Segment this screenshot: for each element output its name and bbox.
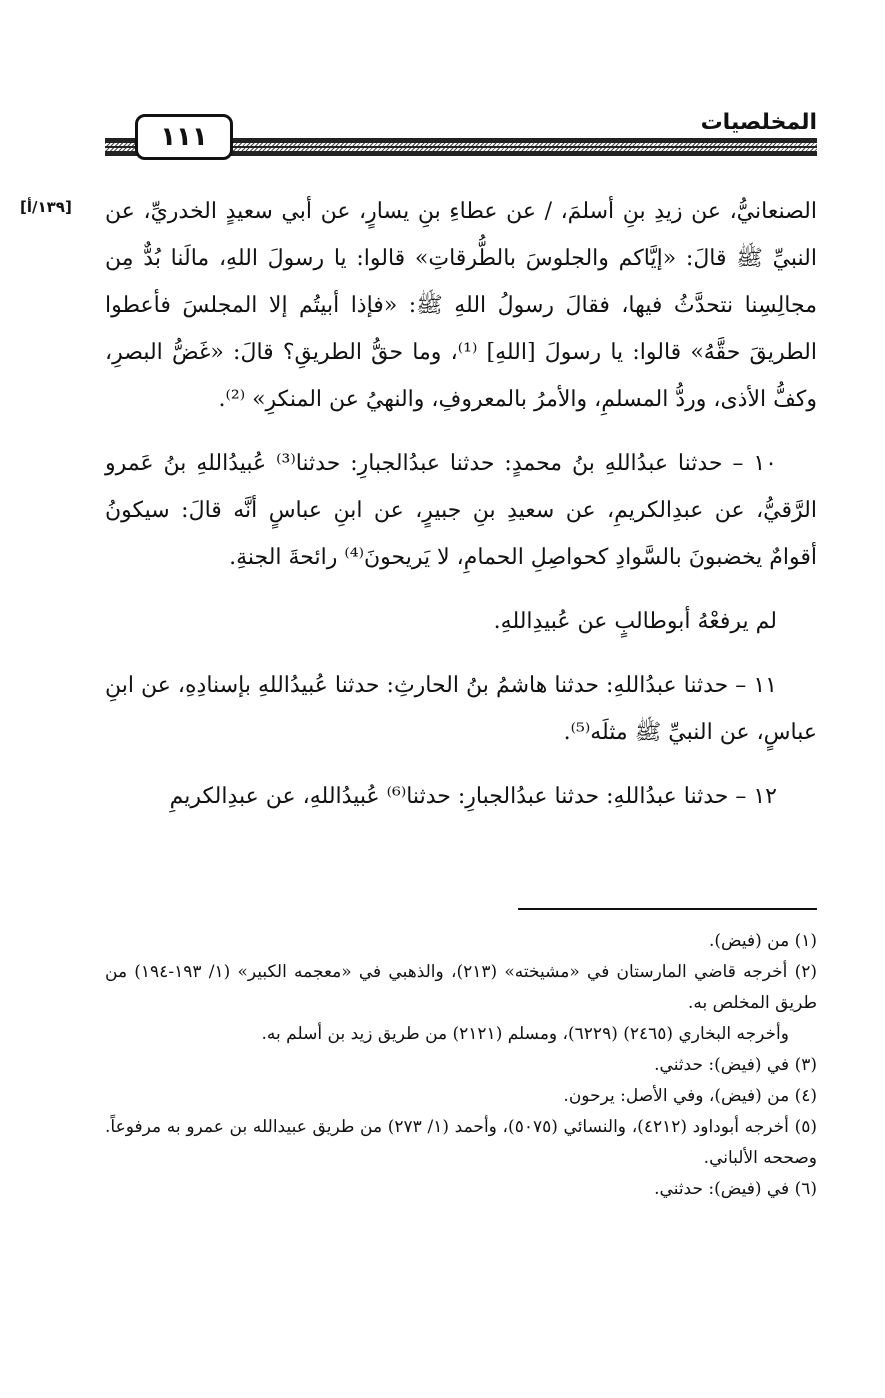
page-header xyxy=(105,108,817,158)
footnote-6: (٦) في (فيض): حدثني. xyxy=(654,1179,817,1199)
footnote-2: (٢) أخرجه قاضي المارستان في «مشيخته» (٢١٣)، والذهبي في «معجمه الكبير» (١/ ١٩٣-١٩٤) من طريق المخلص به. xyxy=(105,962,817,1013)
footnote-4: (٤) من (فيض)، وفي الأصل: يرحون. xyxy=(563,1086,817,1106)
main-text xyxy=(105,188,817,837)
footnote-2-cont: وأخرجه البخاري (٢٤٦٥) (٦٢٢٩)، ومسلم (٢١٢١) من طريق زيد بن أسلم به. xyxy=(261,1024,789,1044)
footnote-1: (١) من (فيض). xyxy=(708,931,817,951)
paragraph-hadith-10: ١٠ – حدثنا عبدُاللهِ بنُ محمدٍ: حدثنا عبدُالجبارِ: حدثنا⁽³⁾ عُبيدُاللهِ بنُ عَمرو الرَّقيُّ، عن عبدِالكريمِ، عن سعيدِ بنِ جبيرٍ، عن ابنِ عباسٍ أنَّه قالَ: سيكونُ أقوامٌ يخضبونَ بالسَّوادِ كحواصِلِ الحمامِ، لا يَريحونَ⁽⁴⁾ رائحةَ الجنةِ. xyxy=(105,451,817,570)
page-number: ١١١ xyxy=(135,114,233,160)
paragraph-hadith-9: الصنعانيُّ، عن زيدِ بنِ أسلمَ، / عن عطاءِ بنِ يسارٍ، عن أبي سعيدٍ الخدريِّ، عن النبيِّ ﷺ قالَ: «إيَّاكم والجلوسَ بالطُّرقاتِ» قالوا: يا رسولَ اللهِ، مالَنا بُدٌّ مِن مجالِسِنا نتحدَّثُ فيها، فقالَ رسولُ اللهِ ﷺ: «فإذا أبيتُم إلا المجلسَ فأعطوا الطريقَ حقَّهُ» قالوا: يا رسولَ [اللهِ] ⁽¹⁾، وما حقُّ الطريقِ؟ قالَ: «غَضُّ البصرِ، وكفُّ الأذى، وردُّ المسلمِ، والأمرُ بالمعروفِ، والنهيُ عن المنكرِ» ⁽²⁾. xyxy=(105,199,817,412)
footnote-3: (٣) في (فيض): حدثني. xyxy=(654,1055,817,1075)
paragraph-hadith-11: ١١ – حدثنا عبدُاللهِ: حدثنا هاشمُ بنُ الحارثِ: حدثنا عُبيدُاللهِ بإسنادِهِ، عن ابنِ عباسٍ، عن النبيِّ ﷺ مثلَه⁽⁵⁾. xyxy=(105,673,817,745)
paragraph-hadith-12: ١٢ – حدثنا عبدُاللهِ: حدثنا عبدُالجبارِ: حدثنا⁽⁶⁾ عُبيدُاللهِ، عن عبدِالكريمِ xyxy=(169,784,777,809)
footnote-5: (٥) أخرجه أبوداود (٤٢١٢)، والنسائي (٥٠٧٥)، وأحمد (١/ ٢٧٣) من طريق عبيدالله بن عمرو به مرفوعاً. وصححه الألباني. xyxy=(105,1117,817,1168)
manuscript-folio-note: [١٣٩/أ] xyxy=(20,198,72,216)
paragraph-note: لم يرفعْهُ أبوطالبٍ عن عُبيدِاللهِ. xyxy=(493,609,777,634)
footnotes xyxy=(105,926,817,1205)
book-title: المخلصيات xyxy=(691,108,817,138)
footnote-separator xyxy=(518,908,817,910)
